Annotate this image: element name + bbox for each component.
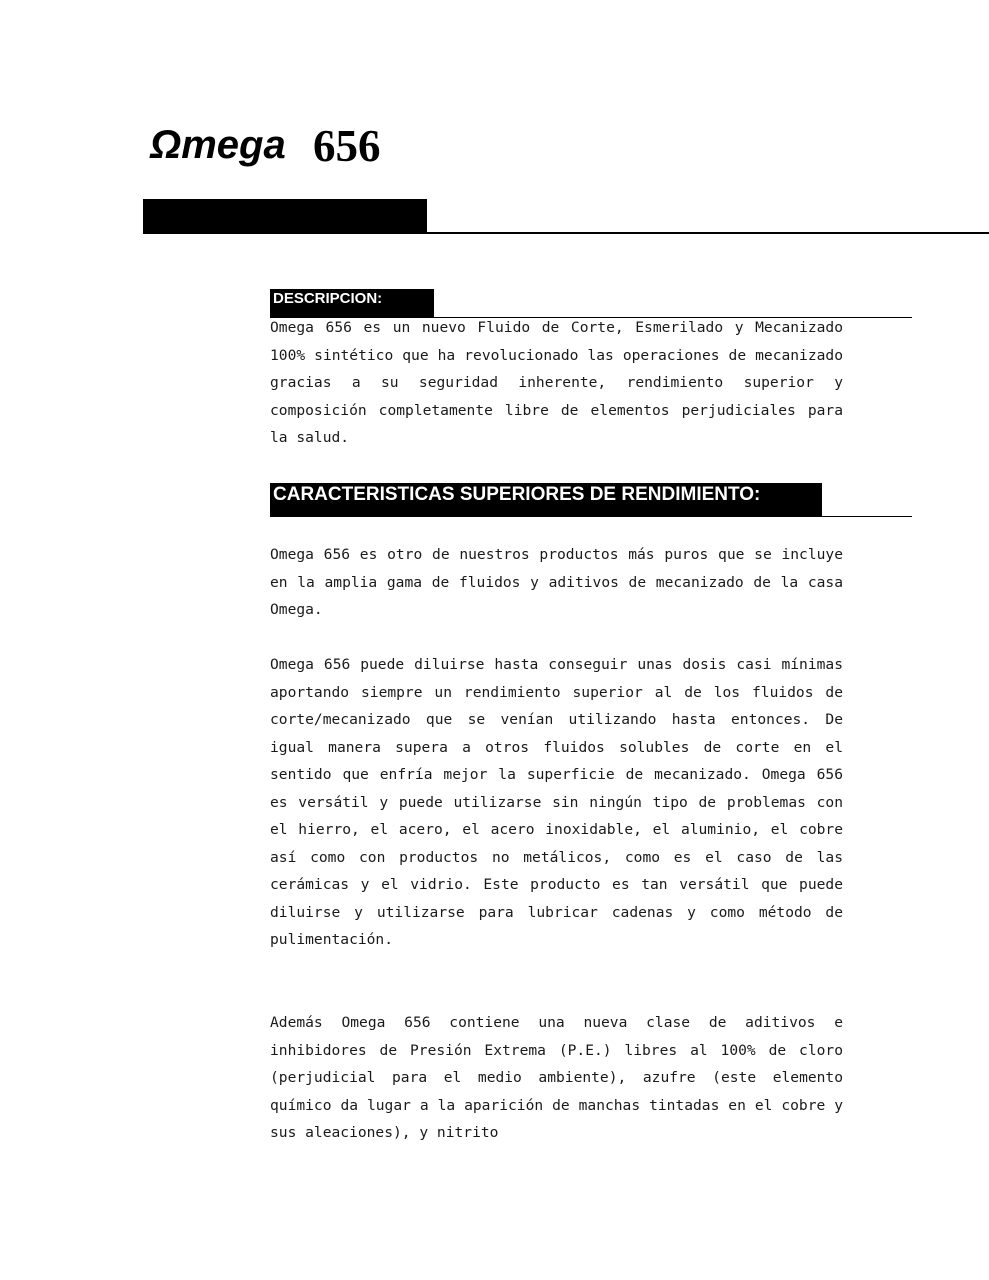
description-heading: DESCRIPCION:: [270, 289, 434, 317]
features-paragraph: Omega 656 puede diluirse hasta conseguir unas dosis casi mínimas aportando siempre un rendimiento superior al de los fluidos de corte/mecanizado que se venían utilizando hasta entonces. De igual manera supera a otros fluidos solubles de corte en el sentido que enfría mejor la superficie de mecanizado. Omega 656 es versátil y puede utilizarse sin ningún tipo de problemas con el hierro, el acero, el acero inoxidable, el aluminio, el cobre así como con productos no metálicos, como es el caso de las cerámicas y el vidrio. Este producto es tan versátil que puede diluirse y utilizarse para lubricar cadenas y como método de pulimentación.: [270, 656, 843, 948]
brand-logo: Ωmega: [150, 123, 286, 167]
features-heading: CARACTERISTICAS SUPERIORES DE RENDIMIENTO:: [270, 483, 822, 517]
features-paragraph: Además Omega 656 contiene una nueva clase de aditivos e inhibidores de Presión Extrema (P.E.) libres al 100% de cloro (perjudicial para el medio ambiente), azufre (este elemento químico da lugar a la aparición de manchas tintadas en el cobre y sus aleaciones), y nitrito: [270, 1014, 843, 1141]
header-black-bar: [143, 199, 427, 234]
header-divider: [143, 232, 989, 234]
features-paragraph: Omega 656 es otro de nuestros productos más puros que se incluye en la amplia gama de fluidos y aditivos de mecanizado de la casa Omega.: [270, 546, 843, 618]
description-paragraph: Omega 656 es un nuevo Fluido de Corte, Esmerilado y Mecanizado 100% sintético que ha revolucionado las operaciones de mecanizado gracias a su seguridad inherente, rendimiento superior y composición completamente libre de elementos perjudiciales para la salud.: [270, 319, 843, 446]
product-model-number: 656: [313, 121, 381, 171]
features-divider: [270, 516, 912, 517]
